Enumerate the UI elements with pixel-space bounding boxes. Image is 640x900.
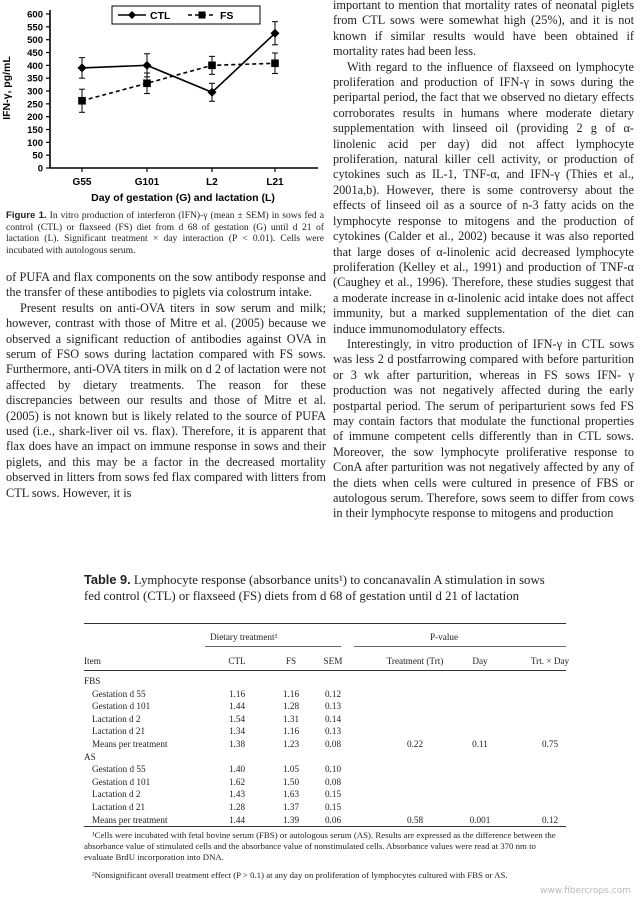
- table-header-rule: [84, 670, 566, 671]
- table-row-label: Means per treatment: [92, 739, 168, 749]
- y-tick-label: 200: [27, 112, 43, 124]
- table-column-header: Day: [472, 656, 488, 666]
- table-cell: 1.54: [228, 713, 246, 724]
- table-cell: 0.22: [406, 739, 424, 749]
- table-cell: 1.44: [228, 814, 246, 825]
- table-cell: 0.14: [324, 713, 342, 724]
- table-cell: 1.28: [282, 701, 300, 712]
- table-row-label: Lactation d 21: [92, 802, 146, 812]
- right-paragraph-1: important to mention that mortality rates of neonatal piglets from CTL sows were somewhat high (25%), and it is not known if similar results would have been obtained if mortality rates had been less.: [333, 0, 634, 59]
- table-cell: 1.62: [228, 776, 246, 787]
- x-tick-label: G101: [134, 177, 160, 188]
- legend-label-fs: FS: [220, 10, 234, 22]
- table-cell: 1.05: [282, 764, 300, 775]
- table-cell: 1.43: [228, 789, 246, 800]
- y-tick-label: 300: [27, 86, 43, 98]
- y-tick-label: 0: [37, 163, 43, 175]
- table-cell: 1.28: [228, 802, 246, 812]
- figure-caption-text: In vitro production of interferon (IFN)-γ (mean ± SEM) in sows fed a control (CTL) or flaxseed (FS) diet from d 68 of gestation (G) until d 21 of lactation (L). Significant treatment × day interaction (P < 0.01). Cells were incubated with autologous serum.: [6, 210, 325, 256]
- data-point-fs: [208, 62, 216, 70]
- data-point-fs: [271, 59, 279, 67]
- figure-caption: [6, 210, 324, 256]
- y-tick-label: 150: [27, 125, 43, 136]
- y-tick-label: 100: [27, 137, 43, 149]
- y-tick-label: 600: [27, 9, 43, 21]
- legend-marker-square: [199, 12, 206, 19]
- y-tick-label: 500: [27, 35, 43, 47]
- chart-x-axis-label: Day of gestation (G) and lactation (L): [91, 192, 275, 204]
- table-section-label: AS: [84, 751, 96, 762]
- table-cell: 1.50: [282, 776, 300, 787]
- table-title: [84, 572, 564, 604]
- x-tick-label: G55: [72, 177, 92, 188]
- table-cell: 0.08: [324, 776, 342, 787]
- y-tick-label: 550: [27, 22, 43, 34]
- table-cell: 1.38: [228, 739, 246, 749]
- table-footnote-1: ¹Cells were incubated with fetal bovine serum (FBS) or autologous serum (AS). Results are expressed as the difference between the absorbance value of stimulated cells and the absorbance value of nonstimulated cells. Absorbance values were read at 370 nm to evaluate BrdU incorporation into DNA.: [84, 830, 556, 862]
- table-cell: 0.15: [324, 789, 342, 800]
- table-bottom-rule: [84, 826, 566, 827]
- table-top-rule: [84, 623, 566, 624]
- table-row-label: Gestation d 101: [92, 701, 151, 712]
- table-cell: 0.001: [469, 814, 491, 825]
- right-paragraph-2: With regard to the influence of flaxseed on lymphocyte proliferation and production of IFN-γ in sows during the peripartal period, the fact that we observed no dietary effects corroborates results in humans where moderate dietary supplementation with linseed oil (providing 2 g of α-linolenic acid per day) did not affect lymphocyte proliferation, natural killer cell activity, or production of cytokines such as IL-1, TNF-α, and IFN-γ (Thies et al., 2001a,b). However, there is some controversy about the effects of linseed oil as a source of n-3 fatty acids on the lymphocyte response to mitogens and the production of cytokines (Calder et al., 2002) because it was also reported that large doses of α-linolenic acid decreased lymphocyte proliferation (Kelley et al., 1991) and production of TNF-α (Caughey et al., 1996). Therefore, these studies suggest that a moderate increase in α-linolenic acid intake does not affect immunity, but a marked supplementation of the diet can induce immunomodulatory effects.: [333, 59, 634, 336]
- table-cell: 0.75: [541, 739, 559, 749]
- table-row-label: Means per treatment: [92, 814, 168, 825]
- series-line-ctl: [82, 33, 275, 92]
- data-point-ctl: [78, 63, 87, 72]
- table-row-label: Lactation d 2: [92, 713, 141, 724]
- data-point-ctl: [143, 61, 152, 70]
- table-cell: 1.39: [282, 814, 300, 825]
- table-p-rule: [354, 646, 566, 647]
- right-text-column: [333, 0, 634, 522]
- left-paragraph-1: of PUFA and flax components on the sow antibody response and the transfer of these antibodies to piglets via colostrum intake.: [6, 270, 326, 300]
- table-row-label: Lactation d 2: [92, 789, 141, 800]
- data-point-fs: [143, 80, 151, 88]
- table-row-label: Gestation d 55: [92, 764, 146, 775]
- y-tick-label: 50: [32, 150, 43, 162]
- table-diet-rule: [205, 646, 341, 647]
- left-paragraph-2: Present results on anti-OVA titers in sow serum and milk; however, contrast with those of Mitre et al. (2005) because we observed a significant reduction of antibodies against OVA in serum of FSO sows during lactation compared with FS sows. Furthermore, anti-OVA titers in milk on d 2 of lactation were not affected by dietary treatments. The reason for these discrepancies between our results and those of Mitre et al. (2005) is not known but is likely related to the source of PUFA used (i.e., shark-liver oil vs. flax). Therefore, it is apparent that flax does have an impact on immune response in sows and their piglets, and this may be a factor in the decreased mortality observed in litters from sows fed flax compared with litters from CTL sows. However, it is: [6, 300, 326, 500]
- table-cell: 1.31: [282, 713, 300, 724]
- y-tick-label: 450: [27, 48, 43, 59]
- series-line-fs: [82, 63, 275, 100]
- y-tick-label: 350: [27, 73, 43, 85]
- table-cell: 1.37: [282, 802, 300, 812]
- table-cell: 1.16: [282, 726, 300, 737]
- table-title-text: Lymphocyte response (absorbance units¹) to concanavalin A stimulation in sows fed control (CTL) or flaxseed (FS) diets from d 68 of gestation until d 21 of lactation: [84, 573, 545, 603]
- table-cell: 1.63: [282, 789, 300, 800]
- table-cell: 0.10: [324, 764, 342, 775]
- table-cell: 0.15: [324, 802, 342, 812]
- table-section-label: FBS: [84, 676, 101, 686]
- table-footnote-2: ²Nonsignificant overall treatment effect (P > 0.1) at any day on proliferation of lymphocytes cultured with FBS or AS.: [92, 870, 508, 880]
- table-cell: 0.58: [406, 814, 424, 825]
- chart-x-ticks: [73, 168, 285, 188]
- chart-series: [78, 22, 280, 113]
- table-column-header: Item: [84, 656, 101, 666]
- watermark: www.fibercrops.com: [540, 886, 631, 896]
- x-tick-label: L2: [206, 177, 218, 188]
- table-label: Table 9.: [84, 572, 131, 587]
- left-text-column: [6, 270, 326, 501]
- table-column-header: FS: [285, 656, 297, 666]
- right-paragraph-3: Interestingly, in vitro production of IFN-γ in CTL sows was less 2 d postfarrowing compared with before parturition or 3 wk after parturition, whereas in FS sows IFN- γ production was not negatively affected during the early postpartal period. The serum of periparturient sows fed FS may contain factors that modulate the functional properties of immune competent cells differently than in CTL sows. Moreover, the sow lymphocyte proliferative response to ConA after parturition was not negatively affected by any of the diets when cells were cultured in presence of FBS or autologous serum. Therefore, sows seem to differ from cows in their lymphocyte response to mitogens and production: [333, 336, 634, 521]
- table-column-header: SEM: [323, 656, 343, 666]
- table-cell: 0.13: [324, 726, 342, 737]
- table-cell: 1.40: [228, 764, 246, 775]
- table-cell: 1.16: [228, 688, 246, 699]
- table-cell: 0.08: [324, 739, 342, 749]
- table-column-header: Trt. × Day: [530, 656, 570, 666]
- table-cell: 1.23: [282, 739, 300, 749]
- table-group-header-diet: Dietary treatment²: [210, 632, 278, 642]
- table-group-header-p: P-value: [430, 632, 459, 642]
- table-cell: 0.13: [324, 701, 342, 712]
- table-cell: 0.11: [472, 739, 488, 749]
- ifn-gamma-line-chart: [0, 0, 325, 206]
- table-row-label: Gestation d 101: [92, 776, 151, 787]
- chart-y-axis-label: IFN-γ, pg/mL: [1, 56, 13, 120]
- table-cell: 1.34: [228, 726, 246, 737]
- figure-caption-label: Figure 1.: [6, 210, 47, 221]
- table-column-header: Treatment (Trt): [386, 656, 444, 666]
- chart-legend: [112, 6, 260, 24]
- table-cell: 1.44: [228, 701, 246, 712]
- table-cell: 0.12: [541, 814, 559, 825]
- table-column-header: CTL: [228, 656, 246, 666]
- table-row-label: Gestation d 55: [92, 688, 146, 699]
- legend-label-ctl: CTL: [150, 10, 171, 22]
- y-tick-label: 400: [27, 60, 43, 72]
- table-cell: 0.06: [324, 814, 342, 825]
- x-tick-label: L21: [266, 177, 284, 188]
- data-point-fs: [78, 97, 86, 105]
- y-tick-label: 250: [27, 99, 43, 111]
- table-cell: 0.12: [324, 688, 342, 699]
- table-cell: 1.16: [282, 688, 300, 699]
- table-row-label: Lactation d 21: [92, 726, 146, 737]
- chart-y-ticks: [27, 10, 50, 175]
